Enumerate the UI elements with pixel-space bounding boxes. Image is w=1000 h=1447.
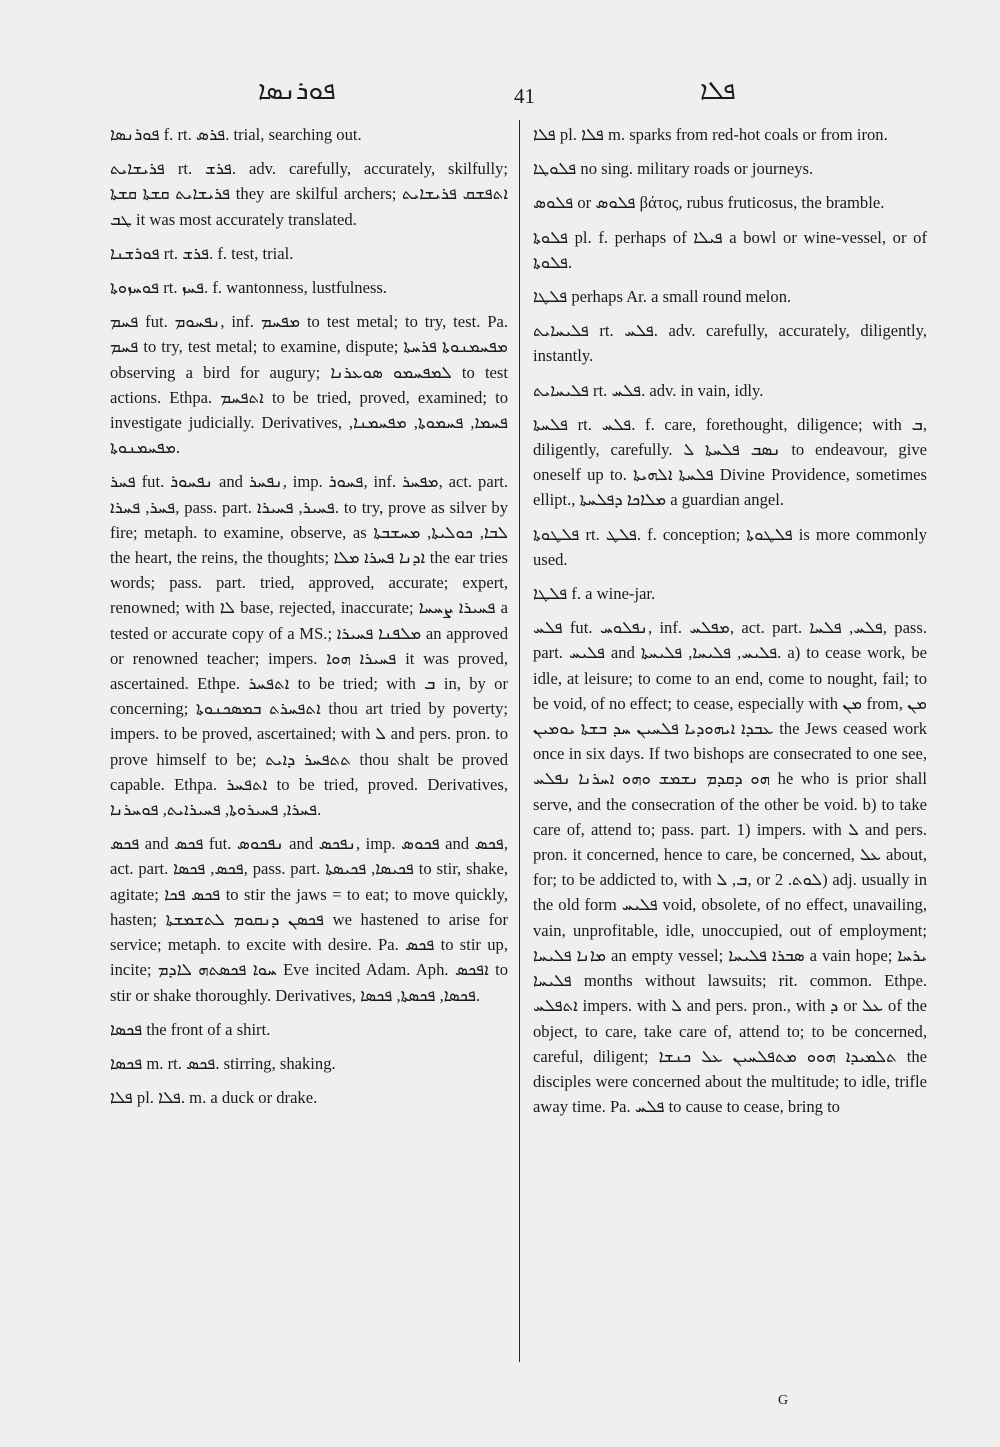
entry: ܦܠܚܬܐ rt. ܦܠܚ. f. care, forethought, diligence; with ܒ, diligently, carefully. ܢܣܒ ܦܠܚܬܐ ܠ to endeavour, give oneself up to. ܦܠܚܬܐ ܐܠܗܝܬܐ Divine Providence, sometimes ellipt., ܡܠܐܟܐ ܕܦܠܚܬܐ a guardian angel. bbox=[533, 414, 927, 510]
right-column bbox=[533, 122, 927, 1128]
entry: ܦܚܡ fut. ܢܦܚܘܡ, inf. ܡܦܚܡ to test metal; to try, test. Pa. ܦܚܡ to try, test metal; to examine, dispute; ܡܦܚܡܢܘܬܐ ܦܪܚܬܐ observing a bird for augury; ܠܡܦܚܡܘ ܣܘܥܪܢܐ to test actions. Ethpa. ܐܬܦܚܡ to be tried, proved, examined; to investigate judicially. Derivatives, ܦܚܡܐ, ܦܚܡܘܬܐ, ܡܦܚܡܢܐ, ܡܦܚܡܢܘܬܐ. bbox=[110, 312, 508, 458]
signature-mark: G bbox=[778, 1393, 789, 1408]
entry: ܦܠܛܐ perhaps Ar. a small round melon. bbox=[533, 287, 792, 307]
running-head-left: ܦܘܪܢܣܐ bbox=[258, 76, 336, 106]
entry: ܦܘܪܫܢܐ rt. ܦܪܫ. f. test, trial. bbox=[110, 243, 294, 263]
entry: ܦܠܘܛܐ no sing. military roads or journeys. bbox=[533, 159, 814, 179]
entry: ܦܠܛܘܬܐ rt. ܦܠܛ. f. conception; ܦܠܛܘܬܐ is more commonly used. bbox=[533, 524, 927, 569]
running-head-right: ܦܠܐ bbox=[700, 76, 736, 106]
entry: ܦܘܚܙܘܬܐ rt. ܦܚܙ. f. wantonness, lustfulness. bbox=[110, 278, 388, 298]
entry: ܦܠܛܐ f. a wine-jar. bbox=[533, 584, 656, 604]
entry: ܦܠܐ pl. ܦܠܐ m. sparks from red-hot coals or from iron. bbox=[533, 125, 888, 144]
entry: ܦܠܐ pl. ܦܠܐ. m. a duck or drake. bbox=[110, 1088, 318, 1108]
left-column bbox=[110, 122, 508, 1119]
entry: ܦܟܣܐ the front of a shirt. bbox=[110, 1019, 271, 1039]
entry: ܦܟܣ and ܦܟܣ fut. ܢܦܟܘܣ and ܢܦܟܣ, imp. ܦܟܘܣ and ܦܟܣ, act. part. ܦܟܣ, ܦܟܣܐ, pass. part. ܦܟܝܣܐ, ܦܟܝܣܬܐ to stir, shake, agitate; ܦܟܣ ܦܟܐ to stir the jaws = to eat; to move quickly, hasten; ܦܟܣܢ ܕܢܩܘܡ ܠܬܫܡܫܬܐ we hastened to arise for service; metaph. to excite with desire. Pa. ܦܟܣ to stir up, incite; ܚܘܐ ܦܟܣܬܗ ܠܐܕܡ Eve incited Adam. Aph. ܐܦܟܣ to stir or shake thoroughly. Derivatives, ܦܟܣܐ, ܦܟܣܬܐ, ܦܟܣܐ. bbox=[110, 834, 509, 1005]
entry: ܦܘܪܢܣܐ f. rt. ܦܪܣ. trial, searching out. bbox=[110, 125, 362, 144]
entry: ܦܟܣܐ m. rt. ܦܟܣ. stirring, shaking. bbox=[110, 1053, 336, 1073]
entry: ܦܚܪ fut. ܢܦܚܘܪ and ܢܦܚܪ, imp. ܦܚܘܪ, inf. ܡܦܚܪ, act. part. ܦܚܪ, ܦܚܪܐ, pass. part. ܦܚܝܪ, ܦܚܝܪܐ. to try, prove as silver by fire; metaph. to examine, observe, as ܠܒܐ, ܟܘܠܝܬܐ, ܡܚܫܒܬܐ the heart, the reins, the thoughts; ܐܕܢܐ ܦܚܪܐ ܡܠܐ the ear tries words; pass. part. tried, approved, accurate; expert, renowned; with ܠܐ base, rejected, inaccurate; ܦܚܝܪܐ ܨܚܚܐ a tested or accurate copy of a MS.; ܡܠܦܢܐ ܦܚܝܪܐ an approved or renowned teacher; impers. ܦܚܝܪܐ ܗܘܐ it was proved, ascertained. Ethpe. ܐܬܦܚܪ to be tried; with ܒ in, by or concerning; ܐܬܦܚܪܬ ܒܡܣܟܢܘܬܐ thou art tried by poverty; impers. to be proved, ascertained; with ܠ and pers. pron. to prove himself to be; ܬܬܦܚܪ ܕܐܝܬ thou shalt be proved capable. Ethpa. ܐܬܦܚܪ to be tried, proved. Derivatives, ܦܚܪܐ, ܦܚܝܪܘܬܐ, ܦܚܝܪܐܝܬ, ܦܘܚܪܢܐ. bbox=[110, 472, 509, 820]
entry: ܦܠܚ fut. ܢܦܠܘܚ, inf. ܡܦܠܚ, act. part. ܦܠܚ, ܦܠܚܐ, pass. part. ܦܠܝܚ and ܦܠܝܚ, ܦܠܝܚܐ, ܦܠܝܚܬܐ. a) to cease work, be idle, at leisure; to come to an end, come to nought, fail; to be void, of no effect; to cease, especially with ܡܢ from, ܡܢ ܥܒܕܐ ܐܝܗܘܕܝܐ ܦܠܚܝܢ ܚܕ ܒܫܬܐ ܝܘܡܝܢ the Jews ceased work once in six days. If two bishops are consecrated to one see, ܗܘ ܕܩܕܡ ܢܫܡܫ ܘܗܘ ܐܚܪܢܐ ܢܦܠܚ he who is prior shall serve, and the consecration of the other be void. b) to take care of, attend to; pass. part. 1) impers. with ܠ and pers. pron. it concerned, hence to care, be concerned, ܥܠ about, for; to be addicted to, with ܒ, ܠ, or ܠܘܬ. 2) adj. usually in the old form ܦܠܝܚ void, obsolete, of no effect, unavailing, vain, unprofitable, idle, unoccupied, out of employment; ܡܐܢܐ ܦܠܝܚܐ an empty vessel; ܣܒܪܐ ܦܠܝܚܐ a vain hope; ܝܪܚܐ ܦܠܝܚܐ months without lawsuits; rit. common. Ethpe. ܐܬܦܠܚ impers. with ܠ and pers. pron., with ܕ or ܥܠ of the object, to care, take care of, attend to; to be concerned, careful, diligent; ܬܠܡܝܕܐ ܗܘܘ ܡܬܦܠܚܝܢ ܥܠ ܟܢܫܐ the disciples were concerned about the multitude; to idle, trifle away time. Pa. ܦܠܚ to cause to cease, bring to bbox=[533, 618, 928, 1117]
entry: ܦܠܘܬܐ pl. f. perhaps of ܦܝܠܐ a bowl or wine-vessel, or of ܦܠܘܬܐ. bbox=[533, 227, 927, 272]
entry: ܦܪܝܫܐܝܬ rt. ܦܪܫ. adv. carefully, accurately, skilfully; ܦܪܝܫܐܝܬ ܩܫܬܐ ܩܫܬܐ they are skilful archers; ܐܬܦܫܩ ܦܪܝܫܐܝܬ ܛܒ it was most accurately translated. bbox=[110, 159, 508, 229]
entry: ܦܠܘܣ or ܦܠܘܣ βάτος, rubus fruticosus, the bramble. bbox=[533, 193, 885, 213]
entry: ܦܠܝܚܐܝܬ rt. ܦܠܚ. adv. carefully, accurately, diligently, instantly. bbox=[533, 321, 927, 366]
page-number: 41 bbox=[514, 84, 535, 108]
column-divider bbox=[519, 120, 520, 1362]
entry: ܦܠܝܚܐܝܬ rt. ܦܠܚ. adv. in vain, idly. bbox=[533, 380, 764, 400]
